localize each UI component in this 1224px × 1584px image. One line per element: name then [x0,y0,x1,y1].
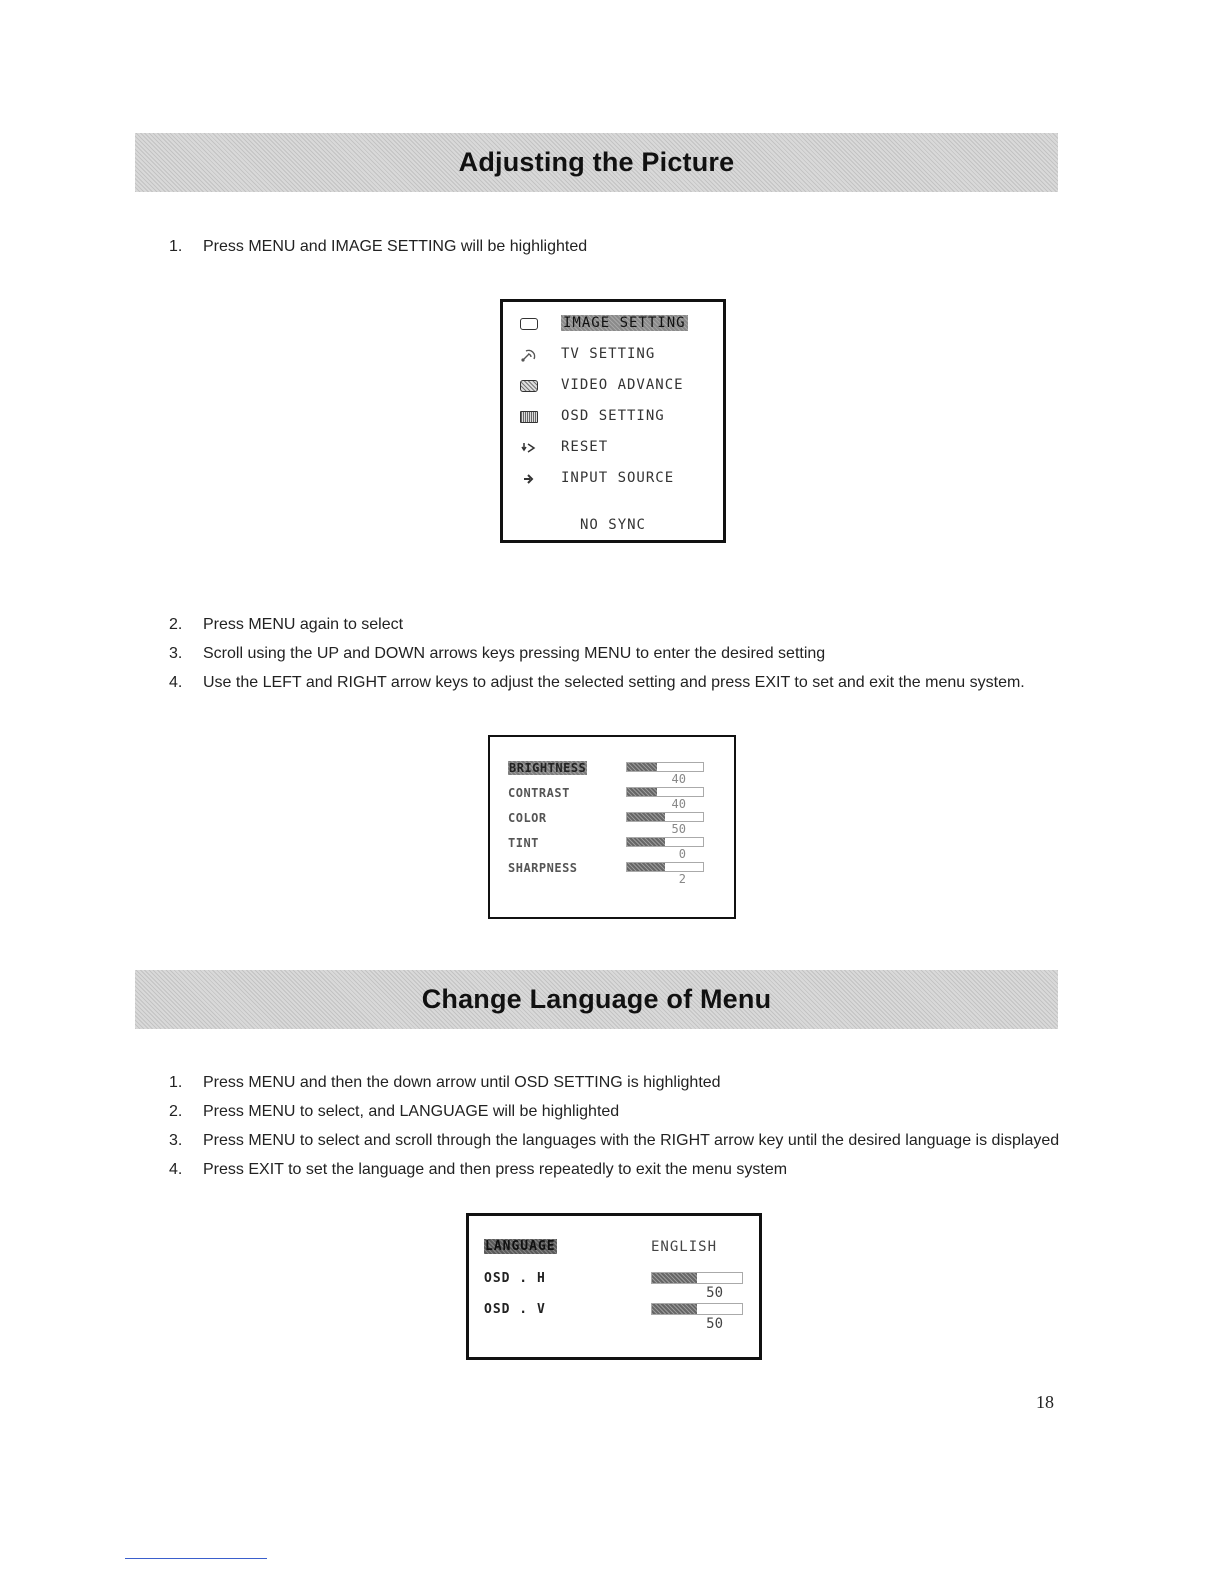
level-bar[interactable] [626,862,704,872]
satellite-icon [519,347,539,363]
level-bar[interactable] [626,812,704,822]
adjust-label: COLOR [508,811,547,825]
step-text: Press MENU and then the down arrow until OSD SETTING is highlighted [203,1074,721,1091]
osd-h-value: 50 [706,1285,723,1301]
step-number: 2. [169,1103,183,1120]
adjust-value: 0 [678,847,686,861]
adjust-value: 40 [671,797,686,811]
adjust-row-brightness[interactable] [490,761,734,786]
osd-v-row[interactable] [469,1302,759,1332]
main-osd-menu [500,299,726,543]
level-bar[interactable] [626,762,704,772]
language-value[interactable]: ENGLISH [651,1239,718,1255]
menu-item-label: OSD SETTING [561,408,665,424]
menu-item-label: TV SETTING [561,346,656,362]
step-number: 4. [169,1161,183,1178]
adjust-value: 40 [671,772,686,786]
menu-item-video-advance[interactable] [503,376,723,396]
menu-item-label: VIDEO ADVANCE [561,377,684,393]
section-title: Change Language of Menu [421,984,772,1014]
step-text: Press MENU to select, and LANGUAGE will be highlighted [203,1103,620,1120]
step-text: Press MENU to select and scroll through the languages with the RIGHT arrow key until the desired language is displayed [203,1132,1060,1149]
level-bar[interactable] [651,1272,743,1284]
footnote-divider [125,1558,267,1559]
menu-item-label: INPUT SOURCE [561,470,675,486]
osd-v-value: 50 [706,1316,723,1332]
step-number: 1. [169,1074,183,1091]
menu-item-tv-setting[interactable] [503,345,723,365]
adjust-row-contrast[interactable] [490,786,734,811]
arrow-right-icon [519,471,539,487]
step-number: 3. [169,1132,183,1149]
step-text: Press EXIT to set the language and then press repeatedly to exit the menu system [203,1161,788,1178]
adjust-row-tint[interactable] [490,836,734,861]
step-text: Press MENU again to select [203,616,404,633]
language-row[interactable] [469,1239,759,1269]
osd-h-label: OSD . H [484,1271,546,1286]
step-number: 2. [169,616,183,633]
step-text: Scroll using the UP and DOWN arrows keys pressing MENU to enter the desired setting [203,645,826,662]
step-number: 4. [169,674,183,691]
adjust-value: 2 [678,872,686,886]
osd-h-row[interactable] [469,1271,759,1301]
video-icon [519,378,539,394]
status-text: NO SYNC [579,517,646,533]
osd-icon [519,409,539,425]
language-osd [466,1213,762,1360]
section-banner-change-language [135,970,1058,1029]
step-text: Use the LEFT and RIGHT arrow keys to adjust the selected setting and press EXIT to set and exit the menu system. [203,674,1025,691]
level-bar[interactable] [651,1303,743,1315]
adjust-value: 50 [671,822,686,836]
adjust-row-color[interactable] [490,811,734,836]
adjust-label: TINT [508,836,539,850]
menu-item-input-source[interactable] [503,469,723,489]
adjust-label: BRIGHTNESS [509,761,587,775]
step-number: 1. [169,238,183,255]
language-label: LANGUAGE [485,1239,556,1254]
menu-item-image-setting[interactable] [503,314,723,334]
page-number: 18 [1036,1392,1054,1412]
menu-item-label: IMAGE SETTING [563,315,686,331]
section-title: Adjusting the Picture [458,147,735,177]
step-text: Press MENU and IMAGE SETTING will be highlighted [203,238,588,255]
picture-adjust-osd [488,735,736,919]
menu-item-reset[interactable] [503,438,723,458]
adjust-row-sharpness[interactable] [490,861,734,886]
reset-icon [519,440,539,456]
screen-icon [519,316,539,332]
level-bar[interactable] [626,787,704,797]
section-banner-adjusting-picture [135,133,1058,192]
step-number: 3. [169,645,183,662]
menu-item-label: RESET [561,439,609,455]
adjust-label: CONTRAST [508,786,570,800]
level-bar[interactable] [626,837,704,847]
adjust-label: SHARPNESS [508,861,578,875]
osd-v-label: OSD . V [484,1302,546,1317]
menu-item-osd-setting[interactable] [503,407,723,427]
